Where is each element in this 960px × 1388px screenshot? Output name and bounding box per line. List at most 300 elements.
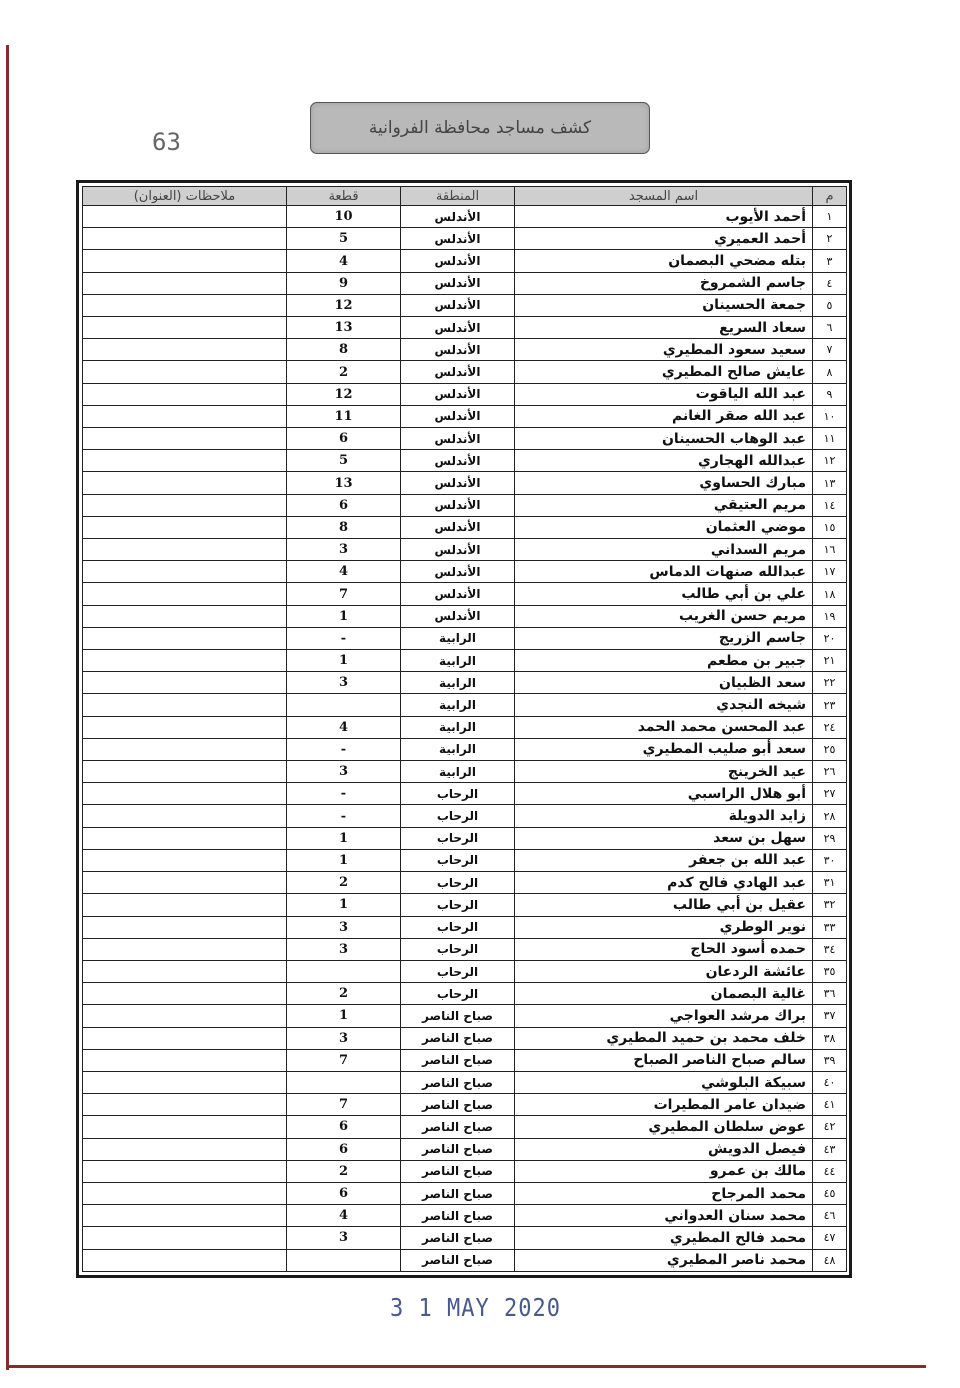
area-name: الرابية [401, 738, 515, 760]
notes-cell [83, 849, 287, 871]
mosque-name: عبدالله الهجاري [515, 450, 813, 472]
table-row [83, 339, 847, 361]
row-number: ٢٥ [813, 738, 847, 760]
mosque-name: جبير بن مطعم [515, 650, 813, 672]
mosque-name: خلف محمد بن حميد المطيري [515, 1027, 813, 1049]
notes-cell [83, 228, 287, 250]
mosque-name: مريم حسن الغريب [515, 605, 813, 627]
table-row [83, 1182, 847, 1204]
row-number: ٣٦ [813, 983, 847, 1005]
notes-cell [83, 339, 287, 361]
row-number: ٣٥ [813, 960, 847, 982]
plot-number: 1 [287, 605, 401, 627]
row-number: ٢٩ [813, 827, 847, 849]
mosque-name: عيد الخرينج [515, 761, 813, 783]
plot-number: 2 [287, 983, 401, 1005]
notes-cell [83, 983, 287, 1005]
row-number: ٤٧ [813, 1227, 847, 1249]
notes-cell [83, 1182, 287, 1204]
notes-cell [83, 805, 287, 827]
mosque-name: براك مرشد العواجي [515, 1005, 813, 1027]
area-name: صباح الناصر [401, 1227, 515, 1249]
mosque-name: عبدالله صنهات الدماس [515, 561, 813, 583]
table-row [83, 849, 847, 871]
table-row [83, 694, 847, 716]
area-name: صباح الناصر [401, 1138, 515, 1160]
area-name: الرابية [401, 650, 515, 672]
row-number: ٣٧ [813, 1005, 847, 1027]
notes-cell [83, 1005, 287, 1027]
header-num: م [813, 187, 847, 206]
plot-number: 5 [287, 450, 401, 472]
header-mosque-name: اسم المسجد [515, 187, 813, 206]
table-row [83, 206, 847, 228]
notes-cell [83, 1094, 287, 1116]
area-name: الأندلس [401, 516, 515, 538]
row-number: ١٥ [813, 516, 847, 538]
area-name: صباح الناصر [401, 1182, 515, 1204]
mosque-name: عبد المحسن محمد الحمد [515, 716, 813, 738]
area-name: الأندلس [401, 539, 515, 561]
mosque-name: سعاد السريع [515, 317, 813, 339]
plot-number: 4 [287, 561, 401, 583]
mosque-name: أبو هلال الراسبي [515, 783, 813, 805]
table-row [83, 361, 847, 383]
table-row [83, 228, 847, 250]
mosque-name: عبد الهادي فالح كدم [515, 872, 813, 894]
page-edge-bottom [6, 1365, 926, 1368]
table-row [83, 783, 847, 805]
area-name: الرحاب [401, 983, 515, 1005]
plot-number: 6 [287, 428, 401, 450]
mosque-name: مريم العتيقي [515, 494, 813, 516]
row-number: ٨ [813, 361, 847, 383]
table-row [83, 1160, 847, 1182]
row-number: ٩ [813, 383, 847, 405]
mosque-name: سعد الظبيان [515, 672, 813, 694]
area-name: الأندلس [401, 206, 515, 228]
mosque-name: شيخه النجدي [515, 694, 813, 716]
area-name: صباح الناصر [401, 1049, 515, 1071]
notes-cell [83, 361, 287, 383]
header-plot: قطعة [287, 187, 401, 206]
plot-number: 1 [287, 894, 401, 916]
row-number: ٦ [813, 317, 847, 339]
area-name: الأندلس [401, 272, 515, 294]
row-number: ٣٢ [813, 894, 847, 916]
row-number: ٣١ [813, 872, 847, 894]
table-row [83, 516, 847, 538]
plot-number: - [287, 627, 401, 649]
row-number: ٤٨ [813, 1249, 847, 1271]
page-title: كشف مساجد محافظة الفروانية [310, 102, 650, 154]
mosque-name: ضيدان عامر المطيرات [515, 1094, 813, 1116]
notes-cell [83, 494, 287, 516]
plot-number: 2 [287, 1160, 401, 1182]
plot-number: 6 [287, 1116, 401, 1138]
row-number: ١٣ [813, 472, 847, 494]
table-row [83, 583, 847, 605]
notes-cell [83, 428, 287, 450]
area-name: الأندلس [401, 494, 515, 516]
table-row [83, 827, 847, 849]
notes-cell [83, 783, 287, 805]
notes-cell [83, 694, 287, 716]
notes-cell [83, 583, 287, 605]
mosque-name: جاسم الشمروخ [515, 272, 813, 294]
mosque-name: عوض سلطان المطيري [515, 1116, 813, 1138]
area-name: صباح الناصر [401, 1005, 515, 1027]
plot-number: 12 [287, 294, 401, 316]
plot-number: 13 [287, 472, 401, 494]
plot-number: 13 [287, 317, 401, 339]
row-number: ٢٨ [813, 805, 847, 827]
row-number: ١٢ [813, 450, 847, 472]
table-row [83, 916, 847, 938]
area-name: صباح الناصر [401, 1116, 515, 1138]
notes-cell [83, 1071, 287, 1093]
row-number: ٢٠ [813, 627, 847, 649]
notes-cell [83, 1027, 287, 1049]
plot-number: - [287, 738, 401, 760]
plot-number: 3 [287, 938, 401, 960]
mosque-name: حمده أسود الحاج [515, 938, 813, 960]
mosque-name: محمد المرجاح [515, 1182, 813, 1204]
mosque-name: زايد الدويلة [515, 805, 813, 827]
notes-cell [83, 1116, 287, 1138]
plot-number: 3 [287, 672, 401, 694]
plot-number [287, 960, 401, 982]
plot-number: 1 [287, 827, 401, 849]
notes-cell [83, 317, 287, 339]
mosque-name: محمد ناصر المطيري [515, 1249, 813, 1271]
plot-number: 4 [287, 250, 401, 272]
area-name: الأندلس [401, 583, 515, 605]
mosque-table [82, 186, 847, 1272]
notes-cell [83, 272, 287, 294]
row-number: ٤٦ [813, 1205, 847, 1227]
area-name: الأندلس [401, 250, 515, 272]
notes-cell [83, 1138, 287, 1160]
row-number: ٣٨ [813, 1027, 847, 1049]
plot-number: 3 [287, 1027, 401, 1049]
table-row [83, 317, 847, 339]
table-row [83, 1249, 847, 1271]
mosque-name: أحمد العميري [515, 228, 813, 250]
mosque-name: موضي العثمان [515, 516, 813, 538]
area-name: الرحاب [401, 872, 515, 894]
plot-number [287, 694, 401, 716]
row-number: ٣٠ [813, 849, 847, 871]
table-row [83, 250, 847, 272]
table-row [83, 272, 847, 294]
area-name: صباح الناصر [401, 1027, 515, 1049]
mosque-name: علي بن أبي طالب [515, 583, 813, 605]
table-row [83, 472, 847, 494]
row-number: ١٦ [813, 539, 847, 561]
area-name: صباح الناصر [401, 1205, 515, 1227]
mosque-name: مبارك الحساوي [515, 472, 813, 494]
area-name: الأندلس [401, 605, 515, 627]
area-name: صباح الناصر [401, 1249, 515, 1271]
mosque-name: نوير الوطري [515, 916, 813, 938]
notes-cell [83, 1049, 287, 1071]
notes-cell [83, 627, 287, 649]
table-row [83, 561, 847, 583]
row-number: ٣٩ [813, 1049, 847, 1071]
mosque-name: عايش صالح المطيري [515, 361, 813, 383]
row-number: ٣ [813, 250, 847, 272]
plot-number: 2 [287, 361, 401, 383]
row-number: ١٨ [813, 583, 847, 605]
mosque-name: جمعة الحسينان [515, 294, 813, 316]
mosque-name: محمد سنان العدواني [515, 1205, 813, 1227]
table-row [83, 1138, 847, 1160]
area-name: الأندلس [401, 472, 515, 494]
row-number: ٤٣ [813, 1138, 847, 1160]
mosque-name: فيصل الدويش [515, 1138, 813, 1160]
table-row [83, 294, 847, 316]
table-row [83, 1005, 847, 1027]
mosque-name: محمد فالح المطيري [515, 1227, 813, 1249]
plot-number: 1 [287, 849, 401, 871]
notes-cell [83, 472, 287, 494]
mosque-name: عبد الوهاب الحسينان [515, 428, 813, 450]
notes-cell [83, 605, 287, 627]
table-row [83, 1049, 847, 1071]
plot-number: - [287, 805, 401, 827]
notes-cell [83, 716, 287, 738]
row-number: ١١ [813, 428, 847, 450]
notes-cell [83, 383, 287, 405]
notes-cell [83, 894, 287, 916]
table-row [83, 716, 847, 738]
row-number: ٤ [813, 272, 847, 294]
plot-number: 7 [287, 1094, 401, 1116]
row-number: ٤٥ [813, 1182, 847, 1204]
row-number: ٢١ [813, 650, 847, 672]
area-name: الرحاب [401, 783, 515, 805]
row-number: ٢٤ [813, 716, 847, 738]
table-row [83, 1116, 847, 1138]
table-row [83, 938, 847, 960]
plot-number: 4 [287, 716, 401, 738]
row-number: ٢٦ [813, 761, 847, 783]
area-name: الأندلس [401, 561, 515, 583]
notes-cell [83, 250, 287, 272]
plot-number: 6 [287, 494, 401, 516]
table-row [83, 1205, 847, 1227]
notes-cell [83, 450, 287, 472]
table-row [83, 383, 847, 405]
plot-number: 3 [287, 761, 401, 783]
area-name: الرابية [401, 672, 515, 694]
row-number: ٣٤ [813, 938, 847, 960]
notes-cell [83, 761, 287, 783]
area-name: صباح الناصر [401, 1094, 515, 1116]
table-row [83, 450, 847, 472]
table-row [83, 672, 847, 694]
table-row [83, 761, 847, 783]
area-name: الرحاب [401, 916, 515, 938]
mosque-name: عبد الله بن جعفر [515, 849, 813, 871]
mosque-name: سبيكة البلوشي [515, 1071, 813, 1093]
notes-cell [83, 294, 287, 316]
area-name: الرحاب [401, 894, 515, 916]
plot-number: 12 [287, 383, 401, 405]
area-name: الرحاب [401, 938, 515, 960]
mosque-name: مريم السداني [515, 539, 813, 561]
row-number: ٢٣ [813, 694, 847, 716]
table-row [83, 960, 847, 982]
area-name: الأندلس [401, 383, 515, 405]
area-name: الأندلس [401, 450, 515, 472]
notes-cell [83, 938, 287, 960]
row-number: ٣٣ [813, 916, 847, 938]
area-name: الرحاب [401, 827, 515, 849]
table-row [83, 738, 847, 760]
plot-number: - [287, 783, 401, 805]
plot-number: 3 [287, 1227, 401, 1249]
plot-number: 11 [287, 405, 401, 427]
notes-cell [83, 1249, 287, 1271]
notes-cell [83, 960, 287, 982]
row-number: ١٤ [813, 494, 847, 516]
plot-number [287, 1071, 401, 1093]
row-number: ٤١ [813, 1094, 847, 1116]
plot-number: 8 [287, 339, 401, 361]
area-name: الرابية [401, 716, 515, 738]
area-name: الأندلس [401, 428, 515, 450]
page-number: 63 [152, 128, 181, 156]
row-number: ٤٤ [813, 1160, 847, 1182]
mosque-name: عبد الله الياقوت [515, 383, 813, 405]
row-number: ٥ [813, 294, 847, 316]
notes-cell [83, 872, 287, 894]
plot-number: 7 [287, 583, 401, 605]
notes-cell [83, 561, 287, 583]
notes-cell [83, 1205, 287, 1227]
table-row [83, 428, 847, 450]
table-row [83, 1071, 847, 1093]
plot-number: 1 [287, 1005, 401, 1027]
mosque-name: غالية البصمان [515, 983, 813, 1005]
notes-cell [83, 916, 287, 938]
plot-number: 10 [287, 206, 401, 228]
area-name: الرحاب [401, 805, 515, 827]
row-number: ١٩ [813, 605, 847, 627]
plot-number: 8 [287, 516, 401, 538]
notes-cell [83, 206, 287, 228]
plot-number: 3 [287, 539, 401, 561]
mosque-name: عائشة الردعان [515, 960, 813, 982]
table-row [83, 1227, 847, 1249]
row-number: ٢ [813, 228, 847, 250]
area-name: الأندلس [401, 228, 515, 250]
area-name: الرحاب [401, 849, 515, 871]
date-stamp: 3 1 MAY 2020 [390, 1294, 561, 1323]
row-number: ١٠ [813, 405, 847, 427]
row-number: ٢٢ [813, 672, 847, 694]
plot-number: 6 [287, 1138, 401, 1160]
area-name: الرحاب [401, 960, 515, 982]
mosque-name: مالك بن عمرو [515, 1160, 813, 1182]
notes-cell [83, 738, 287, 760]
plot-number: 2 [287, 872, 401, 894]
table-row [83, 805, 847, 827]
table-row [83, 872, 847, 894]
table-row [83, 539, 847, 561]
table-row [83, 1094, 847, 1116]
area-name: الأندلس [401, 405, 515, 427]
table-row [83, 627, 847, 649]
row-number: ١٧ [813, 561, 847, 583]
notes-cell [83, 405, 287, 427]
area-name: الأندلس [401, 317, 515, 339]
notes-cell [83, 516, 287, 538]
plot-number: 3 [287, 916, 401, 938]
table-row [83, 405, 847, 427]
area-name: صباح الناصر [401, 1160, 515, 1182]
area-name: الأندلس [401, 339, 515, 361]
area-name: الرابية [401, 761, 515, 783]
area-name: الرابية [401, 627, 515, 649]
table-row [83, 894, 847, 916]
table-header-row [83, 187, 847, 206]
notes-cell [83, 539, 287, 561]
table-row [83, 650, 847, 672]
table-row [83, 983, 847, 1005]
table-row [83, 494, 847, 516]
notes-cell [83, 1227, 287, 1249]
row-number: ١ [813, 206, 847, 228]
notes-cell [83, 1160, 287, 1182]
row-number: ٢٧ [813, 783, 847, 805]
plot-number [287, 1249, 401, 1271]
table-row [83, 605, 847, 627]
area-name: الرابية [401, 694, 515, 716]
mosque-name: أحمد الأيوب [515, 206, 813, 228]
area-name: الأندلس [401, 361, 515, 383]
row-number: ٧ [813, 339, 847, 361]
mosque-name: سعد أبو صليب المطيري [515, 738, 813, 760]
mosque-name: سهل بن سعد [515, 827, 813, 849]
header-area: المنطقة [401, 187, 515, 206]
plot-number: 1 [287, 650, 401, 672]
mosque-name: عقيل بن أبي طالب [515, 894, 813, 916]
mosque-name: جاسم الزريج [515, 627, 813, 649]
plot-number: 9 [287, 272, 401, 294]
row-number: ٤٠ [813, 1071, 847, 1093]
mosque-name: عبد الله صقر الغانم [515, 405, 813, 427]
plot-number: 4 [287, 1205, 401, 1227]
area-name: الأندلس [401, 294, 515, 316]
plot-number: 7 [287, 1049, 401, 1071]
header-notes: ملاحظات (العنوان) [83, 187, 287, 206]
mosque-name: بتله مضحي البصمان [515, 250, 813, 272]
table-row [83, 1027, 847, 1049]
plot-number: 5 [287, 228, 401, 250]
mosque-name: سعيد سعود المطيري [515, 339, 813, 361]
page-edge-left [6, 45, 9, 1370]
mosque-table-frame [76, 180, 852, 1278]
notes-cell [83, 672, 287, 694]
notes-cell [83, 650, 287, 672]
plot-number: 6 [287, 1182, 401, 1204]
mosque-name: سالم صباح الناصر الصباح [515, 1049, 813, 1071]
notes-cell [83, 827, 287, 849]
area-name: صباح الناصر [401, 1071, 515, 1093]
